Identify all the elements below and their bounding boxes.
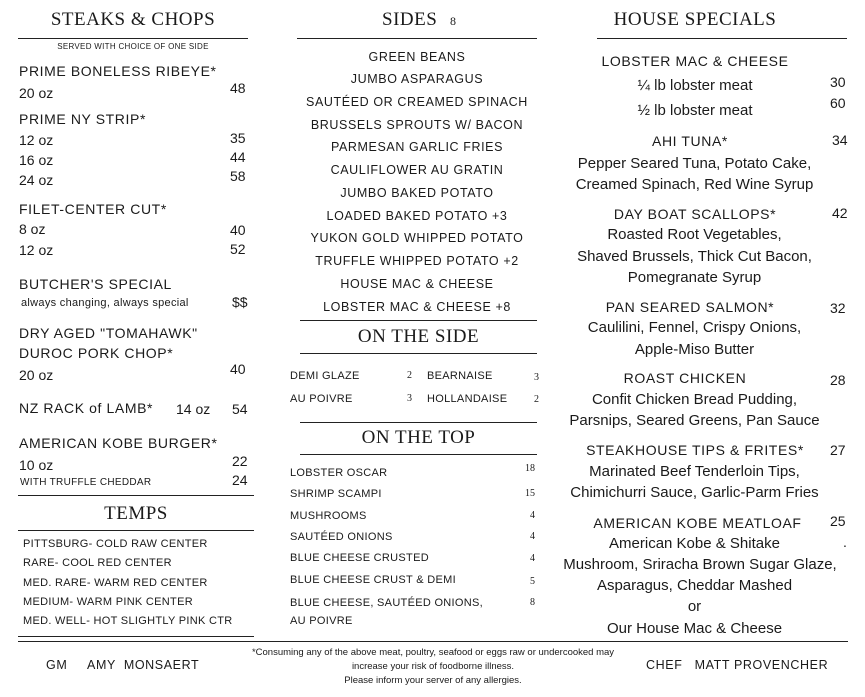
ribeye-price: 48 — [230, 80, 246, 96]
on-side-price: 2 — [407, 370, 412, 381]
tips-price: 27 — [830, 442, 846, 458]
on-top-price: 18 — [525, 463, 535, 474]
on-top-price: 5 — [530, 576, 535, 587]
disclaimer: increase your risk of foodborne illness. — [351, 661, 515, 672]
on-top-item: BLUE CHEESE CRUST & DEMI — [290, 574, 456, 586]
on-top-price: 4 — [530, 531, 535, 542]
temp-item: MED. WELL- HOT SLIGHTLY PINK CTR — [23, 615, 233, 627]
ahi-name: AHI TUNA* — [652, 133, 728, 149]
on-top-item-line2: AU POIVRE — [290, 615, 353, 627]
scallops-desc: Shaved Brussels, Thick Cut Bacon, — [577, 248, 812, 265]
butcher-desc: always changing, always special — [21, 297, 189, 309]
tomahawk-name: DRY AGED "TOMAHAWK" — [19, 325, 198, 341]
lobster-mac-price: 60 — [830, 95, 846, 111]
kobe-price: 22 — [232, 453, 248, 469]
on-top-item: SAUTÉED ONIONS — [290, 531, 393, 543]
steaks-subtitle: SERVED WITH CHOICE OF ONE SIDE — [57, 42, 209, 51]
lamb-size: 14 oz — [176, 401, 211, 417]
chicken-name: ROAST CHICKEN — [623, 370, 747, 386]
meatloaf-name: AMERICAN KOBE MEATLOAF — [593, 515, 802, 531]
meatloaf-dot: . — [843, 534, 847, 550]
divider — [300, 353, 537, 354]
chicken-desc: Parsnips, Seared Greens, Pan Sauce — [569, 412, 820, 429]
on-side-title: ON THE SIDE — [357, 326, 480, 347]
butcher-name: BUTCHER'S SPECIAL — [19, 276, 172, 292]
tips-name: STEAKHOUSE TIPS & FRITES* — [586, 442, 804, 458]
side-item: CAULIFLOWER AU GRATIN — [330, 163, 504, 177]
on-top-item: MUSHROOMS — [290, 510, 367, 522]
specials-title: HOUSE SPECIALS — [613, 9, 777, 30]
filet-price: 40 — [230, 222, 246, 238]
divider — [300, 454, 537, 455]
on-top-title: ON THE TOP — [361, 427, 476, 448]
disclaimer: *Consuming any of the above meat, poultry, seafood or eggs raw or undercooked may — [251, 647, 615, 658]
side-item: YUKON GOLD WHIPPED POTATO — [310, 231, 524, 245]
side-item: LOADED BAKED POTATO +3 — [326, 209, 508, 223]
kobe-name: AMERICAN KOBE BURGER* — [19, 435, 218, 451]
temps-title: TEMPS — [104, 503, 168, 524]
strip-size: 12 oz — [19, 132, 54, 148]
tomahawk-price: 40 — [230, 361, 246, 377]
lamb-name: NZ RACK of LAMB* — [19, 400, 154, 416]
side-item: TRUFFLE WHIPPED POTATO +2 — [315, 254, 519, 268]
side-item: HOUSE MAC & CHEESE — [340, 277, 494, 291]
on-side-price: 3 — [534, 372, 539, 383]
strip-price: 44 — [230, 149, 246, 165]
ahi-desc: Pepper Seared Tuna, Potato Cake, — [577, 155, 812, 172]
divider — [18, 38, 248, 39]
side-item: JUMBO BAKED POTATO — [340, 186, 494, 200]
on-top-item: LOBSTER OSCAR — [290, 467, 388, 479]
scallops-desc: Roasted Root Vegetables, — [607, 226, 782, 243]
on-side-item: DEMI GLAZE — [290, 370, 360, 382]
butcher-price: $$ — [232, 294, 248, 310]
chef-credit: CHEF MATT PROVENCHER — [646, 658, 829, 672]
side-item: LOBSTER MAC & CHEESE +8 — [323, 300, 511, 314]
lobster-mac-option: ¼ lb lobster meat — [637, 77, 753, 94]
strip-price: 58 — [230, 168, 246, 184]
strip-name: PRIME NY STRIP* — [19, 111, 146, 127]
divider — [18, 495, 254, 496]
divider — [300, 422, 537, 423]
meatloaf-desc: Mushroom, Sriracha Brown Sugar Glaze, — [563, 556, 837, 573]
on-side-item: BEARNAISE — [427, 370, 493, 382]
steaks-title: STEAKS & CHOPS — [50, 9, 216, 30]
sides-title: SIDES — [382, 9, 438, 30]
on-side-price: 2 — [534, 394, 539, 405]
divider — [18, 530, 254, 531]
footer-divider — [18, 641, 848, 642]
strip-size: 24 oz — [19, 172, 54, 188]
salmon-price: 32 — [830, 300, 846, 316]
meatloaf-desc: American Kobe & Shitake — [609, 535, 780, 552]
side-item: GREEN BEANS — [368, 50, 466, 64]
filet-price: 52 — [230, 241, 246, 257]
gm-credit: GM AMY MONSAERT — [46, 658, 200, 672]
tips-desc: Chimichurri Sauce, Garlic-Parm Fries — [570, 484, 819, 501]
sides-price: 8 — [450, 14, 456, 28]
lobster-mac-price: 30 — [830, 74, 846, 90]
strip-size: 16 oz — [19, 152, 54, 168]
chicken-price: 28 — [830, 372, 846, 388]
divider — [300, 320, 537, 321]
on-side-item: AU POIVRE — [290, 393, 353, 405]
on-side-item: HOLLANDAISE — [427, 393, 508, 405]
side-item: BRUSSELS SPROUTS W/ BACON — [310, 118, 524, 132]
scallops-name: DAY BOAT SCALLOPS* — [613, 206, 777, 222]
on-top-price: 8 — [530, 597, 535, 608]
scallops-price: 42 — [832, 205, 848, 221]
on-top-item: BLUE CHEESE CRUSTED — [290, 552, 429, 564]
chicken-desc: Confit Chicken Bread Pudding, — [591, 391, 798, 408]
on-top-price: 4 — [530, 510, 535, 521]
divider — [597, 38, 847, 39]
filet-size: 8 oz — [19, 221, 46, 237]
on-top-price: 15 — [525, 488, 535, 499]
kobe-addon: WITH TRUFFLE CHEDDAR — [20, 477, 152, 488]
meatloaf-desc: Asparagus, Cheddar Mashed — [596, 577, 793, 594]
tips-desc: Marinated Beef Tenderloin Tips, — [589, 463, 800, 480]
strip-price: 35 — [230, 130, 246, 146]
salmon-desc: Caulilini, Fennel, Crispy Onions, — [587, 319, 802, 336]
temp-item: MED. RARE- WARM RED CENTER — [23, 577, 208, 589]
lamb-price: 54 — [232, 401, 248, 417]
on-top-price: 4 — [530, 553, 535, 564]
tomahawk-size: 20 oz — [19, 367, 54, 383]
disclaimer: Please inform your server of any allergies. — [344, 675, 522, 686]
meatloaf-desc: Our House Mac & Cheese — [606, 620, 783, 637]
temp-item: MEDIUM- WARM PINK CENTER — [23, 596, 193, 608]
divider — [297, 38, 537, 39]
kobe-addon-price: 24 — [232, 472, 248, 488]
lobster-mac-option: ½ lb lobster meat — [637, 102, 753, 119]
on-top-item: SHRIMP SCAMPI — [290, 488, 382, 500]
ribeye-size: 20 oz — [19, 85, 54, 101]
side-item: SAUTÉED OR CREAMED SPINACH — [306, 95, 528, 109]
salmon-name: PAN SEARED SALMON* — [605, 299, 775, 315]
on-top-item: BLUE CHEESE, SAUTÉED ONIONS, — [290, 597, 483, 609]
ahi-price: 34 — [832, 132, 848, 148]
filet-name: FILET-CENTER CUT* — [19, 201, 167, 217]
tomahawk-name-2: DUROC PORK CHOP* — [19, 345, 174, 361]
meatloaf-price: 25 — [830, 513, 846, 529]
ahi-desc: Creamed Spinach, Red Wine Syrup — [575, 176, 814, 193]
temp-item: RARE- COOL RED CENTER — [23, 557, 172, 569]
scallops-desc: Pomegranate Syrup — [627, 269, 762, 286]
temp-item: PITTSBURG- COLD RAW CENTER — [23, 538, 208, 550]
filet-size: 12 oz — [19, 242, 54, 258]
lobster-mac-name: LOBSTER MAC & CHEESE — [601, 53, 789, 69]
side-item: JUMBO ASPARAGUS — [350, 72, 484, 86]
side-item: PARMESAN GARLIC FRIES — [330, 140, 504, 154]
salmon-desc: Apple-Miso Butter — [634, 341, 755, 358]
on-side-price: 3 — [407, 393, 412, 404]
ribeye-name: PRIME BONELESS RIBEYE* — [19, 63, 217, 79]
divider — [18, 636, 254, 637]
kobe-size: 10 oz — [19, 457, 54, 473]
meatloaf-or: or — [687, 598, 702, 615]
